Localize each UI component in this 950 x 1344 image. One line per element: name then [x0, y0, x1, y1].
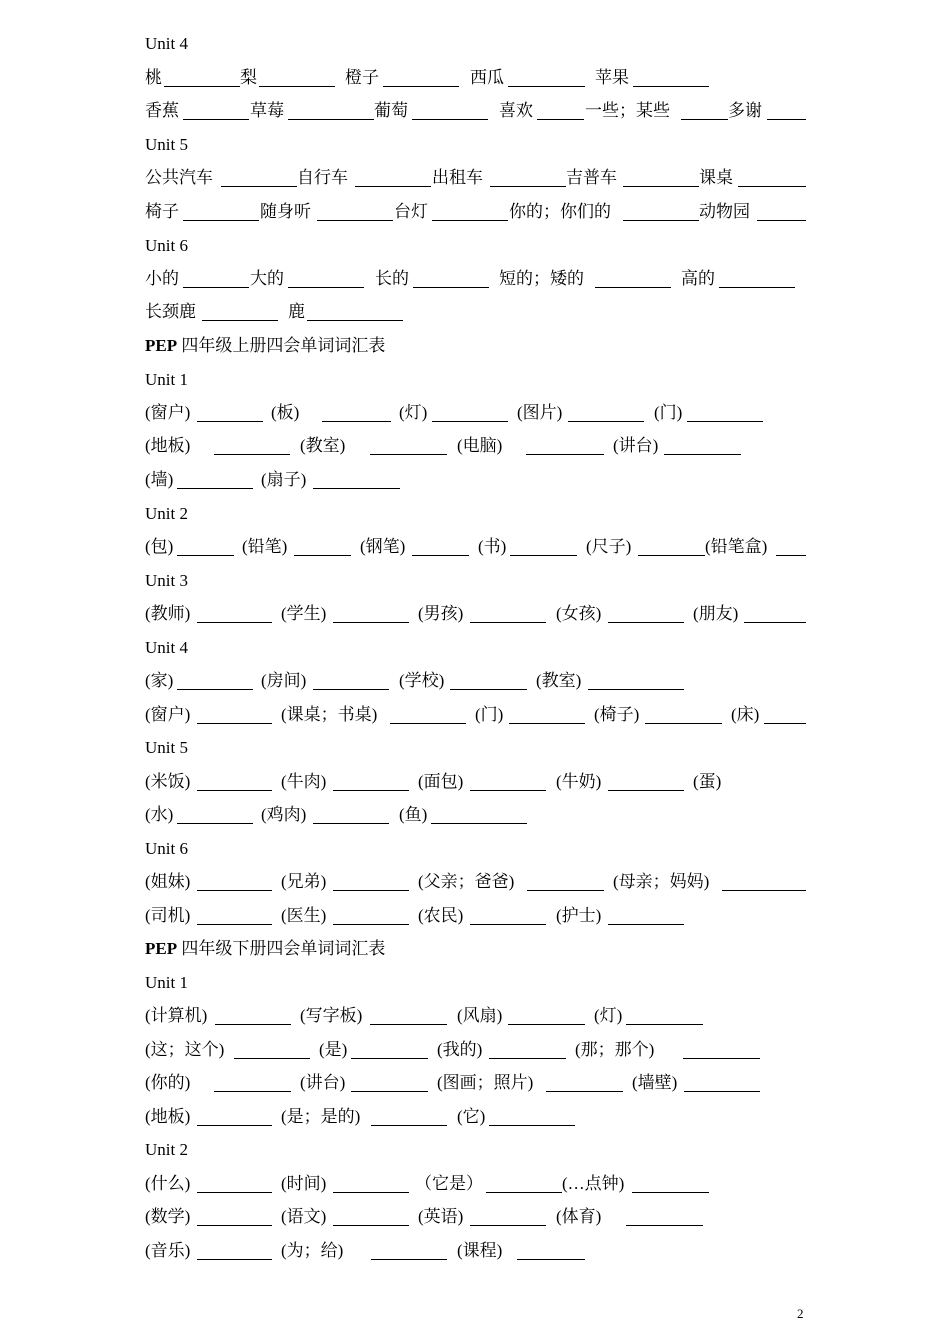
- answer-blank[interactable]: [215, 1024, 291, 1025]
- answer-blank[interactable]: [371, 1259, 447, 1260]
- page-number: 2: [797, 1306, 804, 1321]
- word-label: (兄弟): [281, 872, 327, 891]
- word-label: (课程): [457, 1241, 503, 1260]
- answer-blank[interactable]: [370, 454, 447, 455]
- word-label: (铅笔): [242, 537, 288, 556]
- answer-blank[interactable]: [214, 1091, 291, 1092]
- word-label: (图片): [517, 403, 563, 422]
- answer-blank[interactable]: [333, 890, 409, 891]
- answer-blank[interactable]: [470, 622, 546, 623]
- word-label: 自行车: [297, 168, 348, 187]
- word-label: (是): [319, 1040, 348, 1059]
- answer-blank[interactable]: [776, 555, 806, 556]
- unit-heading: Unit 4: [145, 638, 188, 657]
- answer-blank[interactable]: [645, 723, 722, 724]
- title-prefix: PEP: [145, 939, 178, 958]
- vocab-line: [145, 1203, 825, 1231]
- word-label: (母亲；妈妈): [613, 872, 710, 891]
- answer-blank[interactable]: [684, 1091, 760, 1092]
- vocab-line: [145, 298, 825, 326]
- word-label: 椅子: [145, 202, 179, 221]
- answer-blank[interactable]: [623, 186, 699, 187]
- unit-heading: Unit 5: [145, 738, 188, 757]
- word-label: (教室): [536, 671, 582, 690]
- word-label: (语文): [281, 1207, 327, 1226]
- answer-blank[interactable]: [202, 320, 278, 321]
- answer-blank[interactable]: [608, 924, 684, 925]
- word-label: (地板): [145, 1107, 191, 1126]
- answer-blank[interactable]: [177, 823, 253, 824]
- answer-blank[interactable]: [221, 186, 297, 187]
- unit-heading: Unit 2: [145, 1140, 188, 1159]
- vocab-line: [145, 432, 825, 460]
- vocab-line: [145, 466, 825, 494]
- word-label: 高的: [681, 269, 715, 288]
- answer-blank[interactable]: [626, 1225, 703, 1226]
- vocab-line: [145, 64, 825, 92]
- word-label: 台灯: [394, 202, 428, 221]
- answer-blank[interactable]: [333, 622, 409, 623]
- vocab-line: [145, 1002, 825, 1030]
- answer-blank[interactable]: [508, 1024, 585, 1025]
- answer-blank[interactable]: [683, 1058, 760, 1059]
- answer-blank[interactable]: [214, 454, 290, 455]
- answer-blank[interactable]: [197, 790, 272, 791]
- word-label: 短的；矮的: [499, 269, 584, 288]
- word-label: (教室): [300, 436, 346, 455]
- section-title: [145, 935, 825, 963]
- answer-blank[interactable]: [307, 320, 403, 321]
- answer-blank[interactable]: [608, 790, 684, 791]
- answer-blank[interactable]: [197, 1192, 272, 1193]
- word-label: 长的: [375, 269, 409, 288]
- answer-blank[interactable]: [638, 555, 705, 556]
- answer-blank[interactable]: [294, 555, 351, 556]
- answer-blank[interactable]: [489, 1125, 575, 1126]
- answer-blank[interactable]: [317, 220, 393, 221]
- word-label: (窗户): [145, 403, 191, 422]
- word-label: (那；那个): [575, 1040, 655, 1059]
- answer-blank[interactable]: [719, 287, 795, 288]
- section-title: [145, 332, 825, 360]
- vocab-line: [145, 768, 825, 796]
- word-label: (包): [145, 537, 174, 556]
- title-prefix: PEP: [145, 336, 178, 355]
- answer-blank[interactable]: [509, 723, 585, 724]
- word-label: (电脑): [457, 436, 503, 455]
- vocab-line: [145, 1069, 825, 1097]
- word-label: (它): [457, 1107, 486, 1126]
- answer-blank[interactable]: [764, 723, 806, 724]
- word-label: (父亲；爸爸): [418, 872, 515, 891]
- word-label: (墙壁): [632, 1073, 678, 1092]
- word-label: (蛋): [693, 772, 722, 791]
- word-label: (计算机): [145, 1006, 208, 1025]
- answer-blank[interactable]: [390, 723, 466, 724]
- word-label: (英语): [418, 1207, 464, 1226]
- vocab-line: [145, 902, 825, 930]
- vocab-line: [145, 701, 825, 729]
- word-label: (床): [731, 705, 760, 724]
- answer-blank[interactable]: [432, 421, 508, 422]
- title-text: 四年级上册四会单词词汇表: [177, 336, 386, 355]
- vocab-line: [145, 801, 825, 829]
- word-label: (时间): [281, 1174, 327, 1193]
- word-label: (鸡肉): [261, 805, 307, 824]
- vocab-line: [145, 164, 825, 192]
- answer-blank[interactable]: [177, 689, 253, 690]
- word-label: (灯): [594, 1006, 623, 1025]
- word-label: (地板): [145, 436, 191, 455]
- word-label: (尺子): [586, 537, 632, 556]
- answer-blank[interactable]: [322, 421, 391, 422]
- answer-blank[interactable]: [183, 220, 259, 221]
- word-label: 西瓜: [470, 68, 504, 87]
- word-label: (板): [271, 403, 300, 422]
- word-label: 动物园: [699, 202, 750, 221]
- word-label: 公共汽车: [145, 168, 213, 187]
- word-label: 桃: [145, 68, 162, 87]
- answer-blank[interactable]: [197, 924, 272, 925]
- unit-heading: Unit 5: [145, 135, 188, 154]
- answer-blank[interactable]: [333, 1192, 409, 1193]
- answer-blank[interactable]: [197, 421, 263, 422]
- answer-blank[interactable]: [526, 454, 604, 455]
- word-label: (门): [654, 403, 683, 422]
- answer-blank[interactable]: [333, 1225, 409, 1226]
- vocab-line: [145, 97, 825, 125]
- word-label: 梨: [240, 68, 257, 87]
- word-label: (讲台): [613, 436, 659, 455]
- answer-blank[interactable]: [489, 1058, 566, 1059]
- word-label: (墙): [145, 470, 174, 489]
- word-label: 多谢: [728, 101, 762, 120]
- answer-blank[interactable]: [413, 287, 489, 288]
- answer-blank[interactable]: [313, 488, 400, 489]
- word-label: (铅笔盒): [705, 537, 768, 556]
- answer-blank[interactable]: [450, 689, 527, 690]
- answer-blank[interactable]: [333, 790, 409, 791]
- word-label: (医生): [281, 906, 327, 925]
- word-label: 喜欢: [499, 101, 533, 120]
- word-label: (家): [145, 671, 174, 690]
- word-label: (米饭): [145, 772, 191, 791]
- answer-blank[interactable]: [546, 1091, 623, 1092]
- word-label: 葡萄: [374, 101, 408, 120]
- word-label: (是；是的): [281, 1107, 361, 1126]
- word-label: (教师): [145, 604, 191, 623]
- word-label: (女孩): [556, 604, 602, 623]
- word-label: (扇子): [261, 470, 307, 489]
- vocab-line: [145, 399, 825, 427]
- answer-blank[interactable]: [510, 555, 577, 556]
- word-label: (钢笔): [360, 537, 406, 556]
- answer-blank[interactable]: [595, 287, 671, 288]
- unit-heading: Unit 4: [145, 34, 188, 53]
- word-label: (面包): [418, 772, 464, 791]
- word-label: (房间): [261, 671, 307, 690]
- title-text: 四年级下册四会单词词汇表: [177, 939, 386, 958]
- unit-heading: Unit 6: [145, 839, 188, 858]
- answer-blank[interactable]: [197, 1125, 272, 1126]
- word-label: (椅子): [594, 705, 640, 724]
- word-label: (司机): [145, 906, 191, 925]
- answer-blank[interactable]: [370, 1024, 447, 1025]
- answer-blank[interactable]: [470, 1225, 546, 1226]
- word-label: (讲台): [300, 1073, 346, 1092]
- word-label: (牛奶): [556, 772, 602, 791]
- word-label: (窗户): [145, 705, 191, 724]
- word-label: (你的): [145, 1073, 191, 1092]
- answer-blank[interactable]: [744, 622, 806, 623]
- word-label: (音乐): [145, 1241, 191, 1260]
- answer-blank[interactable]: [508, 86, 585, 87]
- answer-blank[interactable]: [351, 1091, 428, 1092]
- answer-blank[interactable]: [623, 220, 699, 221]
- word-label: (水): [145, 805, 174, 824]
- word-label: 随身听: [260, 202, 311, 221]
- vocab-line: [145, 667, 825, 695]
- answer-blank[interactable]: [664, 454, 741, 455]
- answer-blank[interactable]: [588, 689, 684, 690]
- word-label: 大的: [250, 269, 284, 288]
- answer-blank[interactable]: [470, 790, 546, 791]
- word-label: (写字板): [300, 1006, 363, 1025]
- answer-blank[interactable]: [757, 220, 806, 221]
- answer-blank[interactable]: [197, 1225, 272, 1226]
- word-label: (这；这个): [145, 1040, 225, 1059]
- unit-heading: Unit 3: [145, 571, 188, 590]
- word-label: (课桌；书桌): [281, 705, 378, 724]
- answer-blank[interactable]: [259, 86, 335, 87]
- word-label: (学生): [281, 604, 327, 623]
- word-label: (牛肉): [281, 772, 327, 791]
- answer-blank[interactable]: [608, 622, 684, 623]
- word-label: (书): [478, 537, 507, 556]
- answer-blank[interactable]: [197, 1259, 272, 1260]
- vocab-line: [145, 1237, 825, 1265]
- word-label: 橙子: [345, 68, 379, 87]
- answer-blank[interactable]: [183, 119, 249, 120]
- unit-heading: Unit 2: [145, 504, 188, 523]
- answer-blank[interactable]: [681, 119, 728, 120]
- answer-blank[interactable]: [537, 119, 584, 120]
- answer-blank[interactable]: [431, 823, 527, 824]
- answer-blank[interactable]: [568, 421, 644, 422]
- word-label: (姐妹): [145, 872, 191, 891]
- word-label: 长颈鹿: [145, 302, 196, 321]
- vocab-line: [145, 265, 825, 293]
- answer-blank[interactable]: [722, 890, 806, 891]
- answer-blank[interactable]: [383, 86, 459, 87]
- vocab-line: [145, 1170, 825, 1198]
- vocab-line: [145, 868, 825, 896]
- answer-blank[interactable]: [738, 186, 806, 187]
- word-label: 鹿: [288, 302, 305, 321]
- answer-blank[interactable]: [197, 890, 272, 891]
- word-label: (数学): [145, 1207, 191, 1226]
- answer-blank[interactable]: [288, 119, 374, 120]
- answer-blank[interactable]: [234, 1058, 310, 1059]
- answer-blank[interactable]: [197, 622, 272, 623]
- answer-blank[interactable]: [412, 555, 469, 556]
- word-label: (朋友): [693, 604, 739, 623]
- word-label: (…点钟): [562, 1174, 625, 1193]
- unit-heading: Unit 1: [145, 370, 188, 389]
- answer-blank[interactable]: [197, 723, 272, 724]
- word-label: (什么): [145, 1174, 191, 1193]
- vocab-line: [145, 600, 825, 628]
- answer-blank[interactable]: [517, 1259, 585, 1260]
- answer-blank[interactable]: [164, 86, 240, 87]
- word-label: (灯): [399, 403, 428, 422]
- answer-blank[interactable]: [626, 1024, 703, 1025]
- word-label: 吉普车: [566, 168, 617, 187]
- answer-blank[interactable]: [632, 1192, 709, 1193]
- word-label: 你的；你们的: [509, 202, 611, 221]
- word-label: (风扇): [457, 1006, 503, 1025]
- answer-blank[interactable]: [313, 823, 389, 824]
- word-label: （它是）: [415, 1174, 483, 1193]
- word-label: 一些；某些: [585, 101, 670, 120]
- vocab-line: [145, 1103, 825, 1131]
- vocab-line: [145, 198, 825, 226]
- answer-blank[interactable]: [767, 119, 806, 120]
- answer-blank[interactable]: [177, 488, 253, 489]
- answer-blank[interactable]: [288, 287, 364, 288]
- unit-heading: Unit 1: [145, 973, 188, 992]
- answer-blank[interactable]: [355, 186, 431, 187]
- word-label: (学校): [399, 671, 445, 690]
- vocab-line: [145, 1036, 825, 1064]
- answer-blank[interactable]: [412, 119, 488, 120]
- answer-blank[interactable]: [486, 1192, 562, 1193]
- word-label: (为；给): [281, 1241, 344, 1260]
- word-label: 香蕉: [145, 101, 179, 120]
- answer-blank[interactable]: [177, 555, 234, 556]
- unit-heading: Unit 6: [145, 236, 188, 255]
- word-label: (男孩): [418, 604, 464, 623]
- word-label: 出租车: [432, 168, 483, 187]
- answer-blank[interactable]: [470, 924, 546, 925]
- word-label: 草莓: [250, 101, 284, 120]
- answer-blank[interactable]: [633, 86, 709, 87]
- word-label: 苹果: [595, 68, 629, 87]
- answer-blank[interactable]: [371, 1125, 447, 1126]
- word-label: (鱼): [399, 805, 428, 824]
- word-label: 课桌: [699, 168, 733, 187]
- word-label: (体育): [556, 1207, 602, 1226]
- word-label: 小的: [145, 269, 179, 288]
- answer-blank[interactable]: [490, 186, 566, 187]
- answer-blank[interactable]: [183, 287, 249, 288]
- word-label: (农民): [418, 906, 464, 925]
- answer-blank[interactable]: [687, 421, 763, 422]
- word-label: (我的): [437, 1040, 483, 1059]
- answer-blank[interactable]: [351, 1058, 428, 1059]
- answer-blank[interactable]: [432, 220, 508, 221]
- answer-blank[interactable]: [333, 924, 409, 925]
- answer-blank[interactable]: [313, 689, 389, 690]
- word-label: (护士): [556, 906, 602, 925]
- answer-blank[interactable]: [527, 890, 604, 891]
- word-label: (图画；照片): [437, 1073, 534, 1092]
- word-label: (门): [475, 705, 504, 724]
- vocab-line: [145, 533, 825, 561]
